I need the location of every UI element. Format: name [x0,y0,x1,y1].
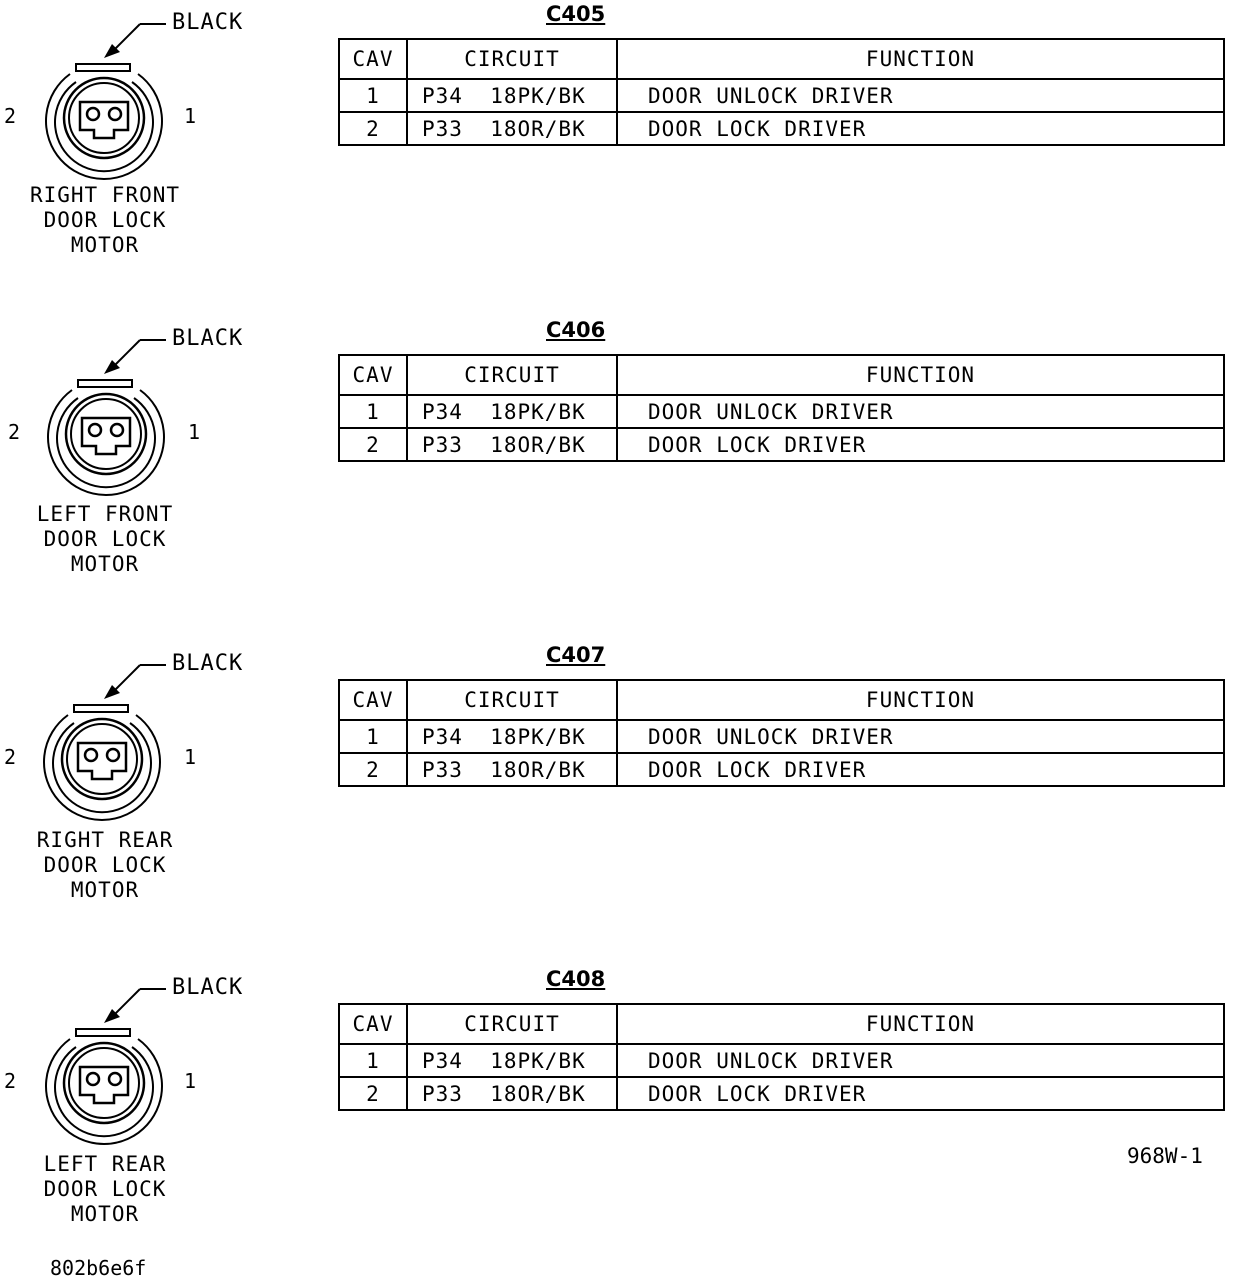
component-name-line: RIGHT FRONT [29,183,181,207]
header-function: FUNCTION [617,1004,1224,1044]
cell-circuit: P34 18PK/BK [407,395,617,428]
pin-2-label: 2 [8,420,21,444]
table-row [339,720,1224,753]
table-header-row [339,1004,1224,1044]
connector-face-drawing [0,965,260,1235]
component-name-line: LEFT FRONT [36,502,174,526]
component-name-line: MOTOR [70,552,140,576]
cell-function: DOOR UNLOCK DRIVER [617,1044,1224,1077]
pin-2-label: 2 [4,1069,17,1093]
pin-1-label: 1 [184,745,197,769]
cell-function: DOOR LOCK DRIVER [617,428,1224,461]
connector-id: C406 [546,318,606,342]
cell-function: DOOR UNLOCK DRIVER [617,395,1224,428]
component-name-line: DOOR LOCK [43,853,167,877]
pin-2-label: 2 [4,745,17,769]
cell-function: DOOR UNLOCK DRIVER [617,79,1224,112]
connector-color-label: BLACK [172,651,244,676]
cell-function: DOOR LOCK DRIVER [617,1077,1224,1110]
component-name-line: DOOR LOCK [43,208,167,232]
cell-circuit: P33 18OR/BK [407,1077,617,1110]
table-row [339,1044,1224,1077]
connector-id: C408 [546,967,606,991]
header-circuit: CIRCUIT [407,39,617,79]
component-name-line: MOTOR [70,233,140,257]
header-function: FUNCTION [617,39,1224,79]
pin-1-label: 1 [184,1069,197,1093]
table-row [339,395,1224,428]
component-name [20,828,190,903]
connector-face-drawing [0,316,260,586]
cell-cav: 2 [339,1077,407,1110]
table-header-row [339,39,1224,79]
cell-cav: 1 [339,1044,407,1077]
connector-color-label: BLACK [172,975,244,1000]
pinout-table [338,354,1225,462]
pin-1-label: 1 [188,420,201,444]
cell-function: DOOR UNLOCK DRIVER [617,720,1224,753]
component-name-line: DOOR LOCK [43,1177,167,1201]
pin-2-label: 2 [4,104,17,128]
connector-color-label: BLACK [172,326,244,351]
header-circuit: CIRCUIT [407,680,617,720]
table-header-row [339,355,1224,395]
header-cav: CAV [339,355,407,395]
header-circuit: CIRCUIT [407,355,617,395]
pinout-table [338,38,1225,146]
figure-code: 968W-1 [1127,1144,1203,1168]
pin-1-label: 1 [184,104,197,128]
connector-color-label: BLACK [172,10,244,35]
image-id-label: 802b6e6f [50,1256,147,1280]
component-name-line: LEFT REAR [43,1152,167,1176]
header-function: FUNCTION [617,355,1224,395]
cell-circuit: P33 18OR/BK [407,428,617,461]
component-name-line: RIGHT REAR [36,828,174,852]
cell-circuit: P34 18PK/BK [407,720,617,753]
cell-function: DOOR LOCK DRIVER [617,753,1224,786]
component-name-line: MOTOR [70,878,140,902]
connector-face-drawing [0,0,260,270]
connector-section-c407 [0,641,1248,961]
component-name [20,502,190,577]
component-name [20,183,190,258]
cell-function: DOOR LOCK DRIVER [617,112,1224,145]
table-row [339,753,1224,786]
pinout-table [338,1003,1225,1111]
connector-id: C407 [546,643,606,667]
table-row [339,1077,1224,1110]
pinout-table [338,679,1225,787]
header-cav: CAV [339,1004,407,1044]
header-circuit: CIRCUIT [407,1004,617,1044]
cell-cav: 2 [339,753,407,786]
cell-cav: 2 [339,428,407,461]
cell-cav: 1 [339,720,407,753]
header-cav: CAV [339,680,407,720]
component-name-line: MOTOR [70,1202,140,1226]
component-name-line: DOOR LOCK [43,527,167,551]
component-name [20,1152,190,1227]
cell-circuit: P34 18PK/BK [407,1044,617,1077]
cell-circuit: P34 18PK/BK [407,79,617,112]
connector-section-c408 [0,965,1248,1285]
cell-cav: 1 [339,79,407,112]
cell-circuit: P33 18OR/BK [407,753,617,786]
connector-id: C405 [546,2,606,26]
cell-cav: 1 [339,395,407,428]
header-function: FUNCTION [617,680,1224,720]
table-row [339,79,1224,112]
table-row [339,112,1224,145]
connector-section-c406 [0,316,1248,636]
table-row [339,428,1224,461]
table-header-row [339,680,1224,720]
cell-circuit: P33 18OR/BK [407,112,617,145]
header-cav: CAV [339,39,407,79]
cell-cav: 2 [339,112,407,145]
connector-face-drawing [0,641,260,911]
connector-section-c405 [0,0,1248,320]
